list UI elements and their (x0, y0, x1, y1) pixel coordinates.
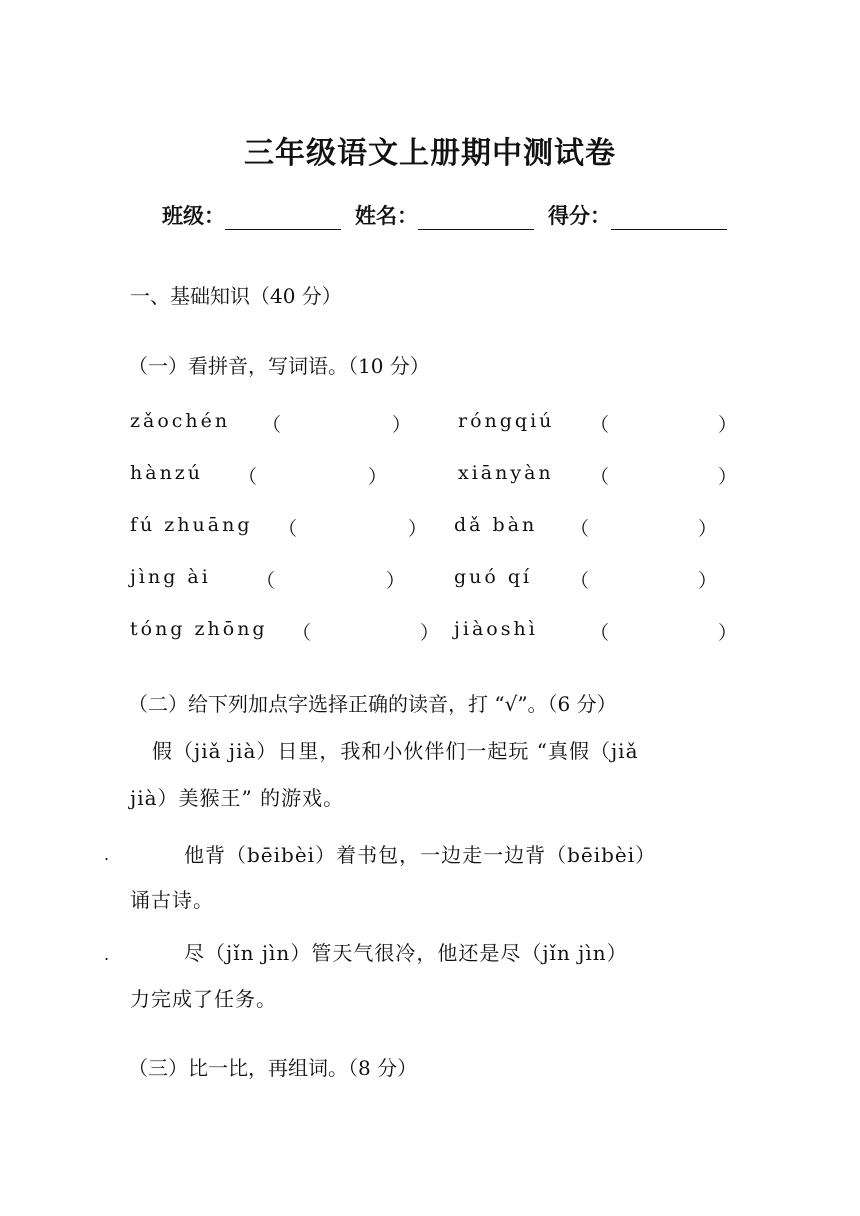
pinyin-word: dǎ bàn (454, 514, 538, 536)
answer-paren-close: ） (392, 414, 415, 436)
class-label: 班级： (162, 204, 225, 228)
pinyin-word: tóng zhōng (130, 618, 268, 640)
answer-paren-close: ） (718, 466, 741, 488)
score-blank[interactable] (611, 209, 727, 230)
answer-paren-close: ） (698, 518, 721, 540)
answer-paren-open: （ (256, 570, 279, 592)
answer-paren-open: （ (292, 622, 315, 644)
page-title: 三年级语文上册期中测试卷 (244, 136, 616, 171)
sentence-3-line-1: 尽（jǐn jìn）管天气很冷，他还是尽（jǐn jìn） (184, 941, 628, 965)
answer-paren-close: ） (420, 622, 443, 644)
pinyin-word: zǎochén (130, 410, 231, 432)
answer-paren-close: ） (718, 414, 741, 436)
name-label: 姓名： (355, 204, 418, 228)
pinyin-word: róngqiú (458, 410, 555, 432)
answer-paren-open: （ (590, 414, 613, 436)
bullet-dot: . (104, 845, 110, 864)
sentence-1-line-2: jià）美猴王” 的游戏。 (130, 786, 345, 810)
student-info-line (162, 200, 727, 230)
pinyin-word: jìng ài (130, 566, 211, 588)
answer-paren-open: （ (262, 414, 285, 436)
answer-paren-open: （ (570, 570, 593, 592)
sentence-3-line-2: 力完成了任务。 (130, 987, 277, 1011)
answer-paren-open: （ (570, 518, 593, 540)
score-label: 得分： (548, 204, 611, 228)
part1-heading: （一）看拼音，写词语。（10 分） (128, 354, 430, 378)
answer-paren-close: ） (698, 570, 721, 592)
bullet-dot: . (104, 945, 110, 964)
answer-paren-close: ） (408, 518, 431, 540)
answer-paren-close: ） (386, 570, 409, 592)
name-blank[interactable] (418, 209, 534, 230)
answer-paren-open: （ (278, 518, 301, 540)
part3-heading: （三）比一比，再组词。（8 分） (128, 1056, 418, 1080)
sentence-2-line-1: 他背（bēibèi）着书包，一边走一边背（bēibèi） (184, 843, 657, 867)
part2-heading: （二）给下列加点字选择正确的读音，打 “√”。（6 分） (128, 692, 617, 716)
pinyin-word: xiānyàn (458, 462, 554, 484)
section-heading-basics: 一、基础知识（40 分） (130, 284, 342, 308)
sentence-2-line-2: 诵古诗。 (130, 888, 214, 912)
answer-paren-close: ） (718, 622, 741, 644)
answer-paren-close: ） (368, 466, 391, 488)
sentence-1-line-1: 假（jiǎ jià）日里，我和小伙伴们一起玩 “真假（jiǎ (152, 739, 639, 763)
pinyin-word: hànzú (130, 462, 204, 484)
class-blank[interactable] (225, 209, 341, 230)
pinyin-word: guó qí (454, 566, 533, 588)
answer-paren-open: （ (590, 466, 613, 488)
pinyin-word: jiàoshì (454, 618, 538, 640)
pinyin-word: fú zhuāng (130, 514, 253, 536)
answer-paren-open: （ (238, 466, 261, 488)
answer-paren-open: （ (590, 622, 613, 644)
